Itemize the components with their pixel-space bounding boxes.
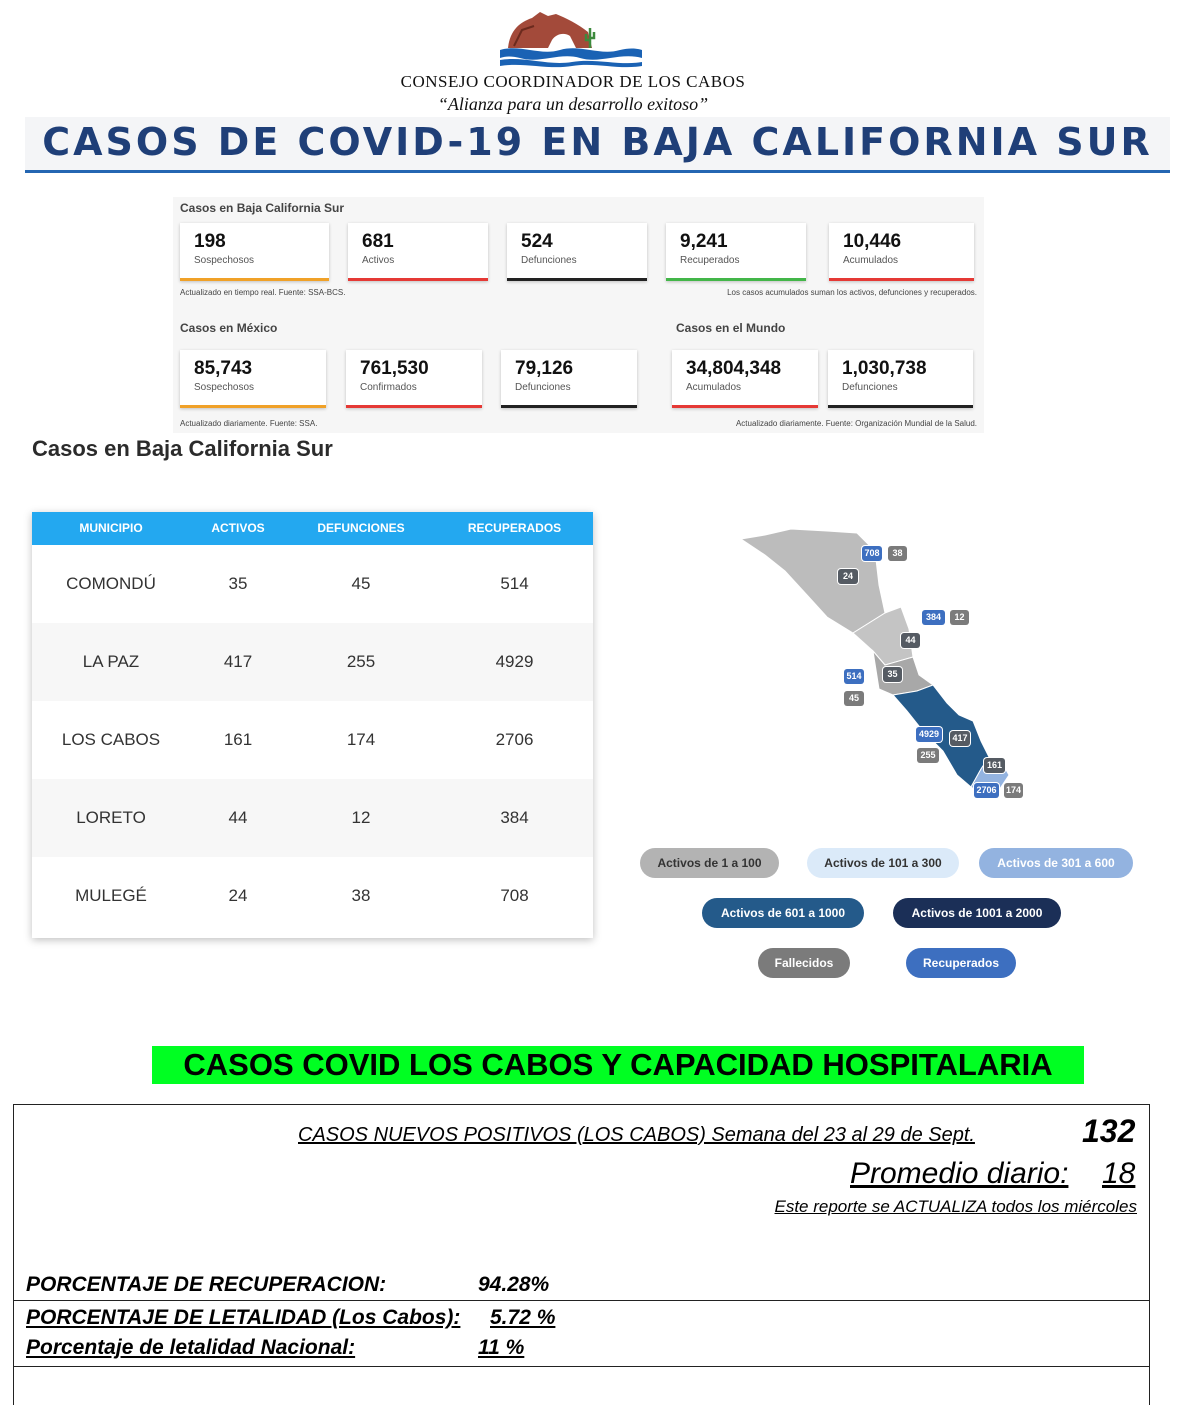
table-row xyxy=(32,623,593,701)
map-badge-fallecidos: 45 xyxy=(844,691,864,706)
cell-defunciones: 12 xyxy=(351,808,371,827)
stat-value: 198 xyxy=(194,231,226,252)
column-header-defunciones: DEFUNCIONES xyxy=(317,521,405,535)
national-lethality-value: 11 % xyxy=(478,1336,525,1359)
divider xyxy=(14,1366,1149,1367)
org-name: CONSEJO COORDINADOR DE LOS CABOS xyxy=(400,72,746,91)
stat-label: Sospechosos xyxy=(194,255,255,266)
lethality-label: PORCENTAJE DE LETALIDAD (Los Cabos): xyxy=(26,1306,461,1329)
map-badge-activos: 24 xyxy=(838,569,858,584)
mx-source-note: Actualizado diariamente. Fuente: SSA. xyxy=(180,419,318,428)
cell-activos: 44 xyxy=(228,808,248,827)
stat-underline xyxy=(180,278,329,281)
table-row xyxy=(32,701,593,779)
lethality-value: 5.72 % xyxy=(490,1306,556,1329)
stat-value: 524 xyxy=(521,231,553,252)
stat-underline xyxy=(348,278,488,281)
legend-activos-1001-2000: Activos de 1001 a 2000 xyxy=(893,898,1061,928)
legend-activos-301-600: Activos de 301 a 600 xyxy=(979,848,1133,878)
map-badge-fallecidos: 174 xyxy=(1004,783,1023,798)
stat-card-mx-defunciones xyxy=(501,350,637,408)
municipality-table xyxy=(32,512,593,938)
map-badge-fallecidos: 38 xyxy=(888,546,907,561)
column-header-recuperados: RECUPERADOS xyxy=(467,521,562,535)
stat-label: Acumulados xyxy=(843,255,899,266)
los-cabos-stats-box xyxy=(13,1104,1150,1405)
table-row xyxy=(32,857,593,935)
map-region-mulege xyxy=(741,529,885,633)
stat-card-world-defunciones xyxy=(828,350,973,408)
new-cases-label: CASOS NUEVOS POSITIVOS (LOS CABOS) Semana del 23 al 29 de Sept. xyxy=(298,1124,975,1146)
legend-activos-101-300: Activos de 101 a 300 xyxy=(807,848,959,878)
legend-activos-601-1000: Activos de 601 a 1000 xyxy=(702,898,864,928)
stat-label: Defunciones xyxy=(842,382,898,393)
stat-value: 1,030,738 xyxy=(842,358,927,379)
cell-municipio: COMONDÚ xyxy=(66,574,156,593)
council-logo xyxy=(500,8,642,70)
map-badge-recuperados: 4929 xyxy=(916,727,942,742)
cell-recuperados: 4929 xyxy=(495,652,534,671)
map-badge-recuperados: 708 xyxy=(862,546,882,561)
stat-card-defunciones xyxy=(507,223,647,281)
daily-avg-label: Promedio diario: xyxy=(850,1157,1069,1190)
cell-defunciones: 255 xyxy=(346,652,376,671)
stat-label: Activos xyxy=(362,255,395,266)
stat-underline xyxy=(666,278,806,281)
stat-label: Defunciones xyxy=(521,255,577,266)
recovery-value: 94.28% xyxy=(478,1273,550,1296)
stat-underline xyxy=(501,405,637,408)
map-badge-fallecidos: 12 xyxy=(950,610,969,625)
stat-value: 34,804,348 xyxy=(686,358,782,379)
stat-value: 85,743 xyxy=(194,358,253,379)
map-badge-fallecidos: 255 xyxy=(917,748,939,763)
map-badge-activos: 44 xyxy=(901,633,920,648)
cell-recuperados: 708 xyxy=(500,886,529,905)
world-source-note: Actualizado diariamente. Fuente: Organización Mundial de la Salud. xyxy=(735,419,977,428)
daily-avg-value: 18 xyxy=(1102,1157,1136,1190)
stat-value: 681 xyxy=(362,231,394,252)
section-heading: Casos en Baja California Sur xyxy=(32,436,333,461)
cell-activos: 417 xyxy=(223,652,253,671)
stat-value: 10,446 xyxy=(843,231,902,252)
stat-label: Confirmados xyxy=(360,382,417,393)
cell-defunciones: 45 xyxy=(351,574,371,593)
update-note: Este reporte se ACTUALIZA todos los miércoles xyxy=(774,1197,1137,1216)
title-banner xyxy=(25,117,1170,173)
recovery-label: PORCENTAJE DE RECUPERACION: xyxy=(26,1273,387,1296)
stat-card-sospechosos xyxy=(180,223,329,281)
cell-recuperados: 384 xyxy=(500,808,529,827)
map-badge-activos: 417 xyxy=(950,731,970,746)
national-lethality-label: Porcentaje de letalidad Nacional: xyxy=(26,1336,356,1359)
hospital-heading: CASOS COVID LOS CABOS Y CAPACIDAD HOSPITALARIA xyxy=(152,1046,1084,1084)
summary-panel xyxy=(173,197,984,433)
legend-recuperados: Recuperados xyxy=(906,948,1016,978)
stat-card-mx-confirmados xyxy=(346,350,482,408)
map-badge-recuperados: 514 xyxy=(844,669,864,684)
stat-card-recuperados xyxy=(666,223,806,281)
stat-card-mx-sospechosos xyxy=(180,350,326,408)
stat-underline xyxy=(507,278,647,281)
map-badge-recuperados: 2706 xyxy=(974,783,999,798)
stat-underline xyxy=(829,278,974,281)
stat-value: 761,530 xyxy=(360,358,429,379)
table-header xyxy=(32,512,593,545)
cell-recuperados: 2706 xyxy=(495,730,534,749)
bcs-section-label: Casos en Baja California Sur xyxy=(180,201,345,215)
stat-label: Acumulados xyxy=(686,382,742,393)
cell-municipio: MULEGÉ xyxy=(75,886,147,905)
world-section-label: Casos en el Mundo xyxy=(676,321,786,335)
cell-activos: 35 xyxy=(228,574,248,593)
mx-section-label: Casos en México xyxy=(180,321,278,335)
new-cases-value: 132 xyxy=(1082,1113,1136,1149)
stat-label: Defunciones xyxy=(515,382,571,393)
stat-card-acumulados xyxy=(829,223,974,281)
divider xyxy=(14,1300,1149,1301)
stat-label: Recuperados xyxy=(680,255,740,266)
stat-value: 79,126 xyxy=(515,358,574,379)
map-badge-activos: 161 xyxy=(984,758,1005,773)
map-badge-activos: 35 xyxy=(883,667,902,682)
cell-municipio: LA PAZ xyxy=(82,652,140,671)
bcs-source-note: Actualizado en tiempo real. Fuente: SSA-BCS. xyxy=(180,288,346,297)
cell-municipio: LOS CABOS xyxy=(61,730,161,749)
stat-value: 9,241 xyxy=(680,231,728,252)
stat-underline xyxy=(672,405,818,408)
cell-activos: 24 xyxy=(228,886,248,905)
cell-activos: 161 xyxy=(223,730,253,749)
bcs-sum-note: Los casos acumulados suman los activos, defunciones y recuperados. xyxy=(727,288,977,297)
stat-underline xyxy=(346,405,482,408)
cell-defunciones: 38 xyxy=(351,886,371,905)
legend-activos-1-100: Activos de 1 a 100 xyxy=(640,848,779,878)
map-badge-recuperados: 384 xyxy=(922,610,945,625)
org-slogan: “Alianza para un desarrollo exitoso” xyxy=(437,94,709,114)
cell-defunciones: 174 xyxy=(346,730,376,749)
stat-label: Sospechosos xyxy=(194,382,255,393)
page-title: CASOS DE COVID-19 EN BAJA CALIFORNIA SUR xyxy=(42,120,1153,164)
cell-recuperados: 514 xyxy=(500,574,529,593)
column-header-municipio: MUNICIPIO xyxy=(79,521,143,535)
stat-card-world-acumulados xyxy=(672,350,818,408)
stat-underline xyxy=(828,405,973,408)
column-header-activos: ACTIVOS xyxy=(211,521,265,535)
stat-underline xyxy=(180,405,326,408)
legend-fallecidos: Fallecidos xyxy=(758,948,850,978)
table-row xyxy=(32,545,593,623)
table-row xyxy=(32,779,593,857)
stat-card-activos xyxy=(348,223,488,281)
cell-municipio: LORETO xyxy=(76,808,146,827)
